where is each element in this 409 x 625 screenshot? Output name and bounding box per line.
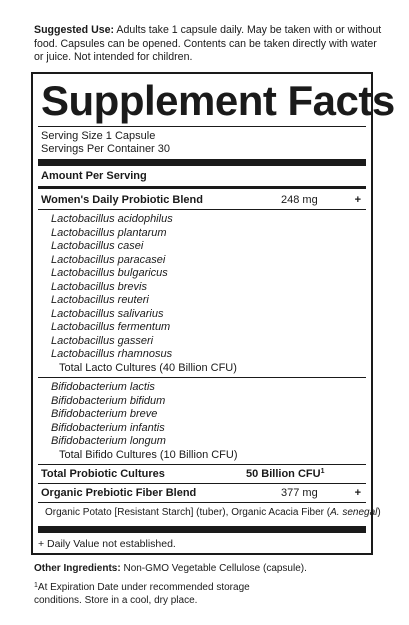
supplement-facts-panel (31, 72, 395, 555)
divider (38, 502, 366, 503)
dv-note: + Daily Value not established. (38, 538, 176, 550)
strain-item: Lactobacillus casei (51, 240, 144, 252)
blend1-name: Women's Daily Probiotic Blend (41, 194, 203, 206)
strain-item: Lactobacillus rhamnosus (51, 348, 173, 360)
total-lacto: Total Lacto Cultures (40 Billion CFU) (59, 362, 237, 374)
divider (38, 126, 366, 127)
blend2-row (41, 487, 363, 500)
total-probiotic-amount: 50 Billion CFU$^1$ (246, 468, 325, 480)
blend1-dv: + (354, 194, 361, 206)
strain-item: Bifidobacterium breve (51, 408, 158, 420)
serving-size: Serving Size 1 Capsule (41, 130, 156, 142)
blend2-name: Organic Prebiotic Fiber Blend (41, 487, 197, 499)
strain-item: Lactobacillus bulgaricus (51, 267, 168, 279)
total-probiotic-row (41, 468, 363, 481)
strain-item: Lactobacillus fermentum (51, 321, 171, 333)
panel-title: Supplement Facts (41, 77, 395, 124)
thick-divider (38, 159, 366, 166)
blend1-row (41, 194, 363, 207)
blend2-amount: 377 mg (281, 487, 318, 499)
suggested-use-label: Suggested Use: (34, 24, 115, 36)
total-bifido: Total Bifido Cultures (10 Billion CFU) (59, 449, 238, 461)
servings-per-container: Servings Per Container 30 (41, 143, 171, 155)
strain-item: Bifidobacterium lactis (51, 381, 155, 393)
strain-item: Lactobacillus paracasei (51, 253, 166, 266)
suggested-use-text (34, 24, 384, 65)
strain-item: Lactobacillus salivarius (51, 307, 164, 320)
total-probiotic-name: Total Probiotic Cultures (41, 468, 165, 480)
footnote (34, 582, 274, 607)
footnote-marker: 1 (34, 582, 38, 589)
strain-item: Lactobacillus brevis (51, 280, 147, 293)
strain-item: Lactobacillus gasseri (51, 334, 154, 347)
divider (38, 464, 366, 465)
divider (38, 209, 366, 210)
amount-per-serving: Amount Per Serving (41, 170, 147, 182)
other-ingredients-text: Non-GMO Vegetable Cellulose (capsule). (120, 563, 307, 574)
fiber-detail: Organic Potato [Resistant Starch] (tuber), Organic Acacia Fiber (A. senegal) (45, 507, 381, 518)
thick-divider (38, 526, 366, 533)
strain-item: Lactobacillus acidophilus (51, 213, 173, 225)
strain-item: Bifidobacterium infantis (51, 421, 165, 434)
strain-item: Lactobacillus plantarum (51, 226, 167, 239)
strain-item: Bifidobacterium longum (51, 435, 166, 447)
divider (38, 377, 366, 378)
strain-item: Bifidobacterium bifidum (51, 394, 166, 407)
blend1-amount: 248 mg (281, 194, 318, 206)
footnote-text: At Expiration Date under recommended storage conditions. Store in a cool, dry place. (34, 582, 250, 606)
blend2-dv: + (354, 487, 361, 499)
suggested-use-body: Adults take 1 capsule daily. May be taken with or without food. Capsules can be opened. Contents can be taken directly with water or juice. Not intended for children. (34, 24, 382, 63)
divider (38, 483, 366, 484)
strain-item: Lactobacillus reuteri (51, 294, 149, 306)
medium-divider (38, 186, 366, 189)
other-ingredients-label: Other Ingredients: (34, 563, 121, 574)
other-ingredients (34, 563, 384, 576)
